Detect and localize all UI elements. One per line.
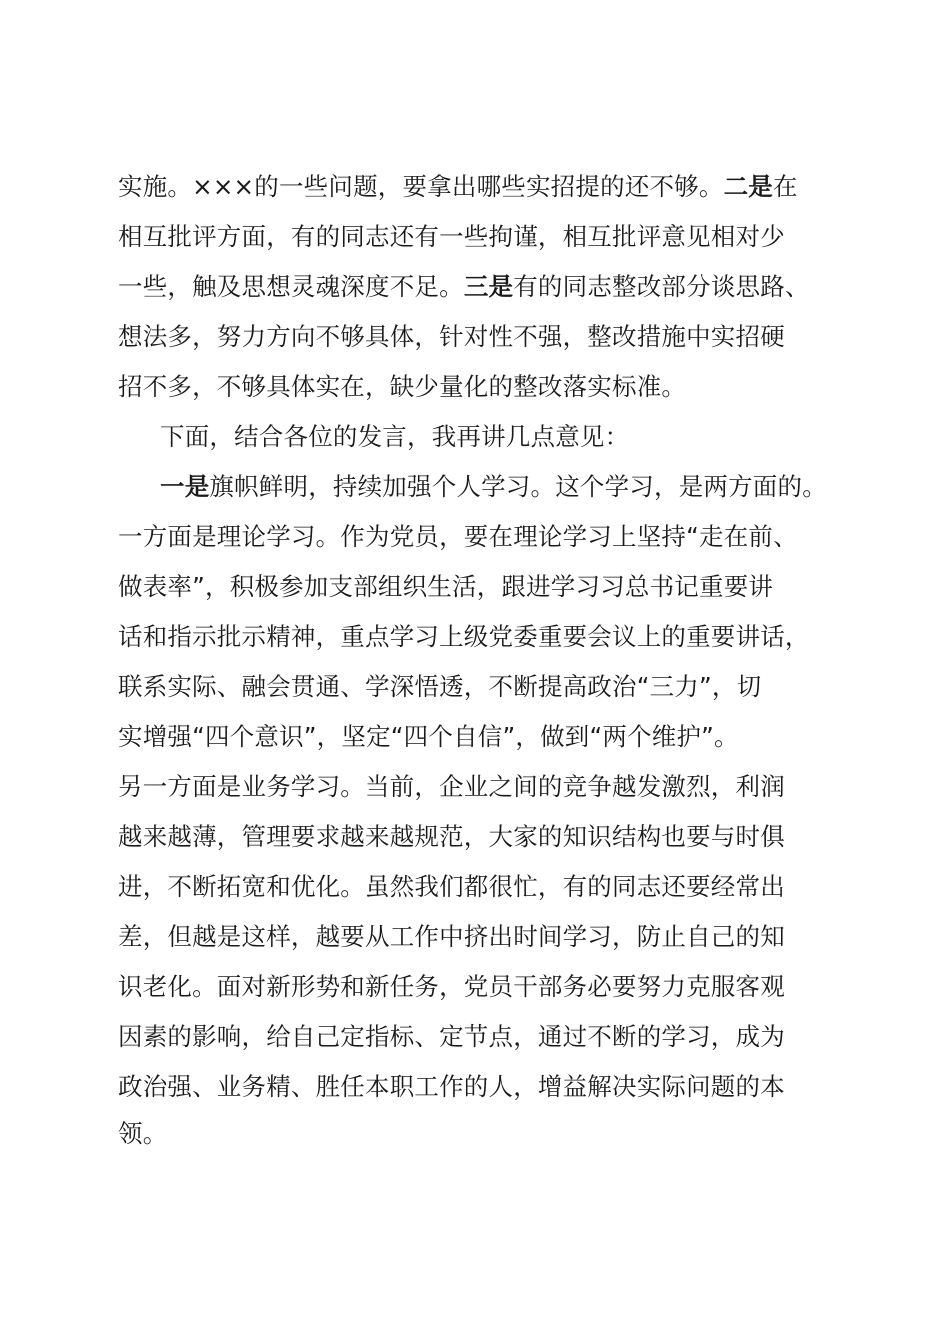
text-line-16 [118, 917, 785, 957]
text-span: 因素的影响，给自己定指标、定节点，通过不断的学习，成为 [118, 1022, 785, 1051]
text-line-18 [118, 1017, 785, 1057]
text-span: 在 [773, 172, 798, 201]
bold-marker: 三是 [463, 272, 514, 301]
text-span: 有的同志整改部分谈思路、 [513, 272, 810, 301]
text-line-14 [118, 817, 785, 857]
text-span: 话和指示批示精神，重点学习上级党委重要会议上的重要讲话， [118, 622, 810, 651]
text-span: 实增强“四个意识”，坚定“四个自信”，做到“两个维护”。 [118, 722, 739, 751]
text-span: 政治强、业务精、胜任本职工作的人，增益解决实际问题的本 [118, 1072, 785, 1101]
text-line-8 [118, 517, 798, 557]
text-span: 相互批评方面，有的同志还有一些拘谨，相互批评意见相对少 [118, 222, 785, 251]
text-line-19 [118, 1067, 785, 1107]
text-span: 一些，触及思想灵魂深度不足。 [118, 272, 464, 301]
text-span: 实施。×××的一些问题，要拿出哪些实招提的还不够。 [118, 172, 724, 201]
text-span: 招不多，不够具体实在，缺少量化的整改落实标准。 [118, 372, 687, 401]
text-span: 联系实际、融会贯通、学深悟透，不断提高政治“三力”，切 [118, 672, 762, 701]
text-line-9 [118, 567, 773, 607]
bold-marker: 一是 [160, 472, 210, 501]
text-span: 一方面是理论学习。作为党员，要在理论学习上坚持“走在前、 [118, 522, 798, 551]
text-line-4 [118, 317, 785, 357]
bold-marker: 二是 [723, 172, 773, 201]
text-line-5 [118, 367, 686, 407]
text-span: 差，但越是这样，越要从工作中挤出时间学习，防止自己的知 [118, 922, 785, 951]
text-span: 做表率”，积极参加支部组织生活，跟进学习习总书记重要讲 [118, 572, 774, 601]
text-line-11 [118, 667, 761, 707]
text-span: 进，不断拓宽和优化。虽然我们都很忙，有的同志还要经常出 [118, 872, 785, 901]
text-span: 领。 [118, 1119, 168, 1148]
text-line-1 [118, 167, 798, 207]
text-line-10 [118, 617, 810, 657]
text-span: 旗帜鲜明，持续加强个人学习。这个学习，是两方面的。 [209, 472, 827, 501]
text-line-20 [118, 1114, 167, 1154]
text-line-2 [118, 217, 785, 257]
text-line-17 [118, 967, 785, 1007]
text-line-6 [160, 417, 629, 457]
text-span: 想法多，努力方向不够具体，针对性不强，整改措施中实招硬 [118, 322, 785, 351]
text-line-13 [118, 767, 785, 807]
text-span: 识老化。面对新形势和新任务，党员干部务必要努力克服客观 [118, 972, 785, 1001]
text-line-3 [118, 267, 810, 307]
text-span: 下面，结合各位的发言，我再讲几点意见： [160, 422, 630, 451]
text-span: 越来越薄，管理要求越来越规范，大家的知识结构也要与时俱 [118, 822, 785, 851]
text-line-7 [160, 467, 827, 507]
text-span: 另一方面是业务学习。当前，企业之间的竞争越发激烈，利润 [118, 772, 785, 801]
text-line-15 [118, 867, 785, 907]
text-line-12 [118, 717, 739, 757]
